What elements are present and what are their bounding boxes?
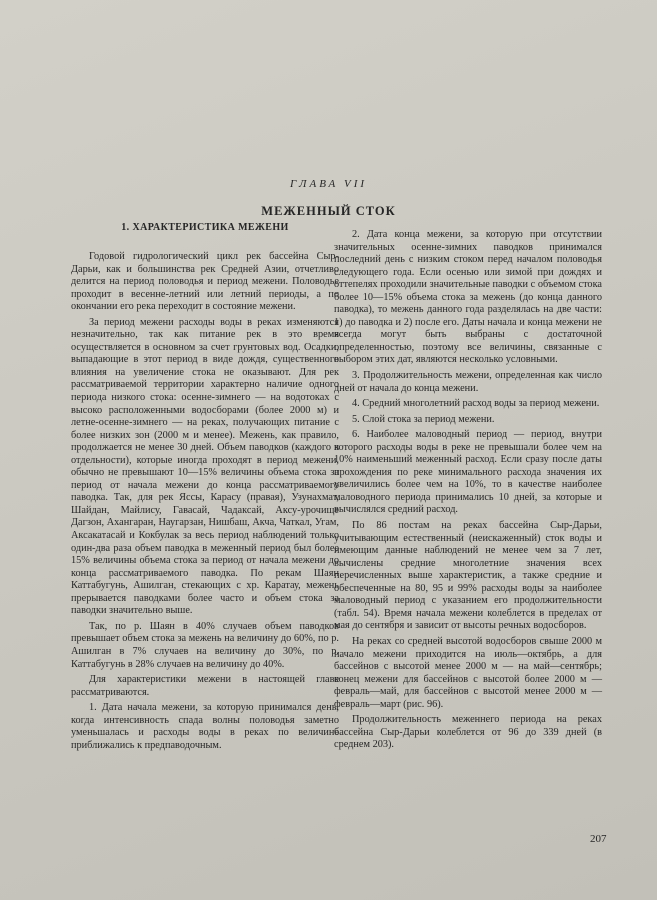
chapter-title: МЕЖЕННЫЙ СТОК bbox=[261, 204, 396, 218]
chapter-label: ГЛАВА VII bbox=[289, 178, 368, 190]
paragraph: 2. Дата конца межени, за которую при отсутствии значительных осенне-зимних паводков принимался последний день с низким стоком перед началом половодья следующего года. Если осенью или зимой при дождях и оттепелях проходили значительные паводки с объемом стока более 10—15% объема стока за межень (до конца данного паводка), то межень данного года разделялась на две части: 1) до паводка и 2) после его. Даты начала и конца межени не всегда могут быть выбраны с достаточной определенностью, поэтому все величины, связанные с выбором этих дат, являются несколько условными. bbox=[334, 229, 602, 366]
paragraph: 1. Дата начала межени, за которую принимался день, когда интенсивность спада волны половодья заметно уменьшалась и расходы воды в реках по величине приближались к предпаводочным. bbox=[71, 702, 339, 751]
paragraph: 5. Слой стока за период межени. bbox=[352, 413, 495, 425]
paragraph: За период межени расходы воды в реках изменяются незначительно, так как питание рек в это время осуществляется в основном за счет грунтовых вод. Осадки, выпадающие в этот период в виде дождя, существенного влияния на увеличение стока не оказывают. Для рек рассматриваемой территории характерно наличие одного периода низкого стока: осенне-зимнего — на водотоках с высоко расположенными водосборами (более 2000 м) и летне-осенне-зимнего — на реках, получающих питание с более низких зон (2000 м и менее). Межень, как правило, продолжается не менее 30 дней. Объем паводков (каждого в отдельности), которые иногда проходят в период межени, обычно не превышают 10—15% величины объема стока за период от начала межени до конца рассматриваемого паводка. Так, для рек Ясcы, Карасу (правая), Узунахмат, Шайдан, Майлису, Гавасай, Чадаксай, Аксу-урочище Дагзон, Ахангаран, Наугарзан, Нишбаш, Акча, Чаткал, Угам, Аксакатасай и Кокбулак за весь период наблюдений только один-два раза объем паводка в меженный период был более 15% величины объема стока за период от начала межени до конца рассматриваемого паводка. По рекам Шаян Каттабугунь, Ашилган, стекающих с хр. Каратау, межень прерывается паводками более часто и объем стока за паводки значительно выше. bbox=[71, 316, 339, 617]
paragraph: 4. Средний многолетний расход воды за период межени. bbox=[352, 398, 600, 410]
paragraph: Продолжительность меженнего периода на реках бассейна Сыр-Дарьи колеблется от 96 до 339 дней (в среднем 203). bbox=[334, 714, 602, 751]
paragraph: На реках со средней высотой водосборов свыше 2000 м начало межени приходится на июль—октябрь, а для бассейнов с высотой менее 2000 м — на май—сентябрь; конец межени для бассейнов с высотой более 2000 м — февраль—май, для бассейнов с высотой менее 2000 м — февраль—март (рис. 96). bbox=[334, 635, 602, 710]
paragraph: 6. Наиболее маловодный период — период, внутри которого расходы воды в реке не превышали более чем на 10% наименьший меженный расход. Если сразу после даты прохождения по реке минимального расхода значения их увеличились более чем на 10%, то в качестве наиболее маловодного периода принимались 10 дней, за которые и вычислялся средний расход. bbox=[334, 429, 602, 516]
paragraph: 3. Продолжительность межени, определенная как число дней от начала до конца межени. bbox=[334, 370, 602, 394]
page-number: 207 bbox=[590, 833, 607, 845]
paragraph: По 86 постам на реках бассейна Сыр-Дарьи, учитывающим естественный (неискаженный) сток воды и имеющим данные наблюдений не менее чем за 7 лет, вычислены средние многолетние значения всех перечисленных выше характеристик, а также средние и обеспеченные на 80, 95 и 99% расходы воды за наиболее маловодный период с указанием его продолжительности (табл. 54). Время начала межени колеблется в пределах от мая до сентября и зависит от высоты речных водосборов. bbox=[334, 520, 602, 632]
section-heading: 1. ХАРАКТЕРИСТИКА МЕЖЕНИ bbox=[121, 222, 289, 233]
right-column bbox=[334, 229, 602, 755]
paragraph: Так, по р. Шаян в 40% случаев объем паводков превышает объем стока за межень на величину до 60%, по р. Ашилган в 7% случаев на величину до 30%, по р. Каттабугунь в 28% случаев на величину до 40%. bbox=[71, 620, 339, 670]
paragraph: Для характеристики межени в настоящей главе рассматриваются. bbox=[71, 674, 339, 698]
paragraph: Годовой гидрологический цикл рек бассейна Сыр-Дарьи, как и большинства рек Средней Азии, отчетливо делится на период половодья и период межени. Половодье проходит в весенне-летний или летний периоды, а по окончании его река переходит в состояние межени. bbox=[71, 251, 339, 313]
left-column bbox=[71, 222, 339, 755]
